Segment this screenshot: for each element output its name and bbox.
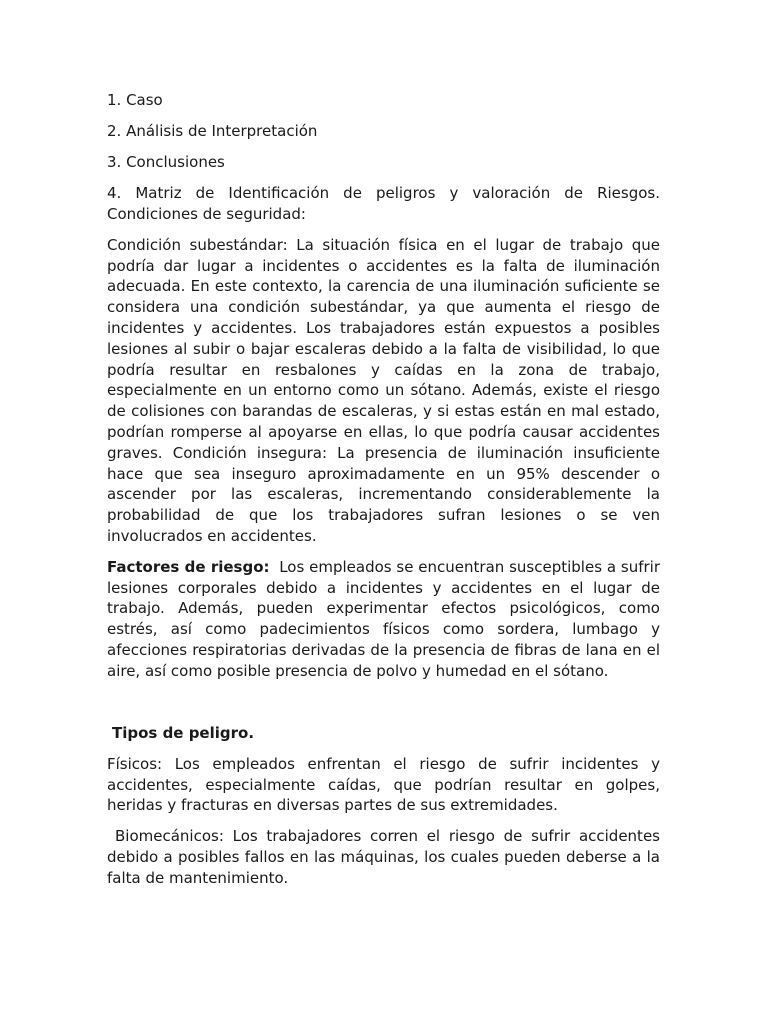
factores-paragraph: [107, 557, 660, 682]
spacer: [107, 692, 660, 723]
biomecanicos-paragraph: [107, 826, 660, 888]
list-item-matriz: 4. Matriz de Identificación de peligros y valoración de Riesgos. Condiciones de seguridad:: [107, 183, 660, 223]
condicion-paragraph: Condición subestándar: La situación física en el lugar de trabajo que podría dar lugar a incidentes o accidentes es la falta de iluminación adecuada. En este contexto, la carencia de una iluminación suficiente se considera una condición subestándar, ya que aumenta el riesgo de incidentes y accidentes. Los trabajadores están expuestos a posibles lesiones al subir o bajar escaleras debido a la falta de visibilidad, lo que podría resultar en resbalones y caídas en la zona de trabajo, especialmente en un entorno como un sótano. Además, existe el riesgo de colisiones con barandas de escaleras, y si estas están en mal estado, podrían romperse al apoyarse en ellas, lo que podría causar accidentes graves. Condición insegura: La presencia de iluminación insuficiente hace que sea inseguro aproximadamente en un 95% descender o ascender por las escaleras, incrementando considerablemente la probabilidad de que los trabajadores sufran lesiones o se ven involucrados en accidentes.: [107, 235, 660, 545]
list-item-analisis: 2. Análisis de Interpretación: [107, 121, 318, 140]
biomecanicos-text: Biomecánicos: Los trabajadores corren el riesgo de sufrir accidentes debido a posibles fallos en las máquinas, los cuales pueden deberse a la falta de mantenimiento.: [107, 827, 660, 887]
factores-text: Los empleados se encuentran susceptibles a sufrir lesiones corporales debido a incidentes y accidentes en el lugar de trabajo. Además, pueden experimentar efectos psicológicos, como estrés, así como padecimientos físicos como sordera, lumbago y afecciones respiratorias derivadas de la presencia de fibras de lana en el aire, así como posible presencia de polvo y humedad en el sótano.: [107, 557, 660, 680]
tipos-heading: Tipos de peligro.: [112, 723, 255, 742]
list-item-conclusiones: 3. Conclusiones: [107, 152, 225, 171]
fisicos-paragraph: Físicos: Los empleados enfrentan el riesgo de sufrir incidentes y accidentes, especialmente caídas, que podrían resultar en golpes, heridas y fracturas en diversas partes de sus extremidades.: [107, 754, 660, 815]
factores-label: Factores de riesgo:: [107, 557, 270, 576]
list-item-caso: 1. Caso: [107, 91, 163, 109]
document-page: [107, 90, 660, 899]
